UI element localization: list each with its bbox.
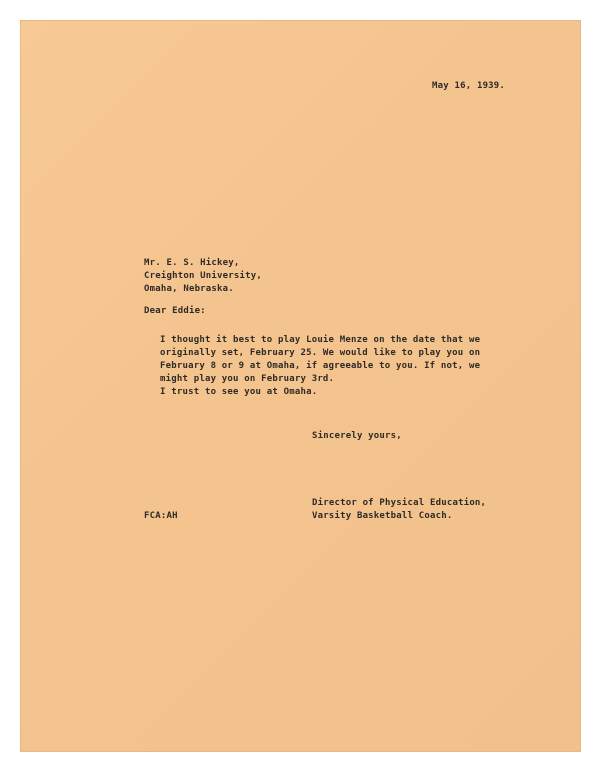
body-line: might play you on February 3rd.: [160, 374, 335, 384]
recipient-address: [144, 257, 262, 296]
body-paragraph: [160, 334, 480, 386]
letter-page: [20, 20, 581, 752]
reference-initials: FCA:AH: [144, 511, 178, 521]
recipient-institution: Creighton University,: [144, 271, 262, 281]
title-line: Varsity Basketball Coach.: [312, 511, 453, 521]
body-line: I thought it best to play Louie Menze on the date that we: [160, 335, 481, 345]
body-line: originally set, February 25. We would like to play you on: [160, 348, 481, 358]
body-paragraph-second: I trust to see you at Omaha.: [160, 387, 318, 397]
recipient-name: Mr. E. S. Hickey,: [144, 258, 240, 268]
recipient-city: Omaha, Nebraska.: [144, 284, 234, 294]
title-line: Director of Physical Education,: [312, 498, 487, 508]
salutation: Dear Eddie:: [144, 306, 206, 316]
signature-title: [312, 497, 486, 523]
closing: Sincerely yours,: [312, 431, 402, 441]
letter-date: May 16, 1939.: [432, 81, 506, 91]
body-line: February 8 or 9 at Omaha, if agreeable to you. If not, we: [160, 361, 481, 371]
